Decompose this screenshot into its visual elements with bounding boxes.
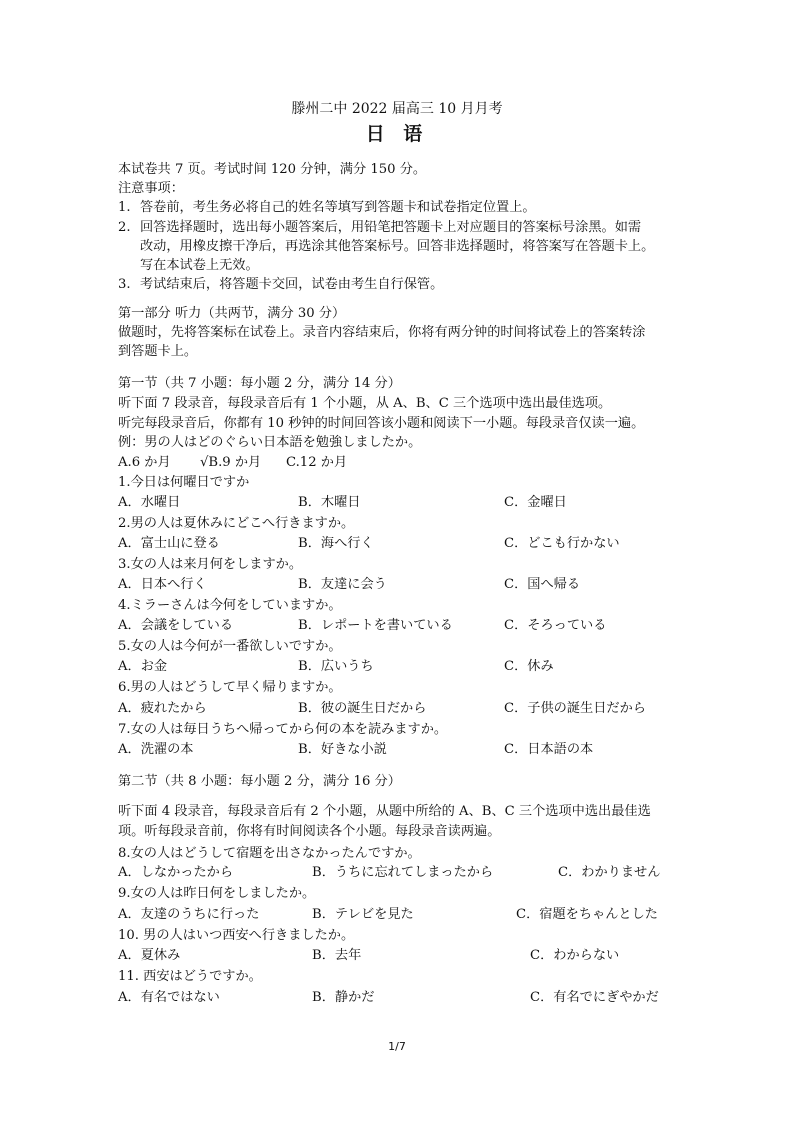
option-a: A．疲れたから (118, 701, 207, 716)
question-10: 10. 男の人はいつ西安へ行きましたか。 (118, 928, 355, 943)
part1-desc: 做题时，先将答案标在试卷上。录音内容结束后，你将有两分钟的时间将试卷上的答案转涂 (118, 325, 646, 340)
option-c: C．子供の誕生日だから (504, 701, 646, 716)
note-2-continued: 写在本试卷上无效。 (140, 258, 259, 273)
option-b: B．去年 (312, 948, 362, 963)
question-9: 9.女の人は昨日何をしましたか。 (118, 886, 316, 901)
note-number: 1. (118, 200, 131, 215)
note-1 (118, 198, 536, 218)
exam-title: 滕州二中 2022 届高三 10 月月考 (291, 101, 503, 117)
note-text: 回答选择题时，选出每小题答案后，用铅笔把答题卡上对应题目的答案标号涂黑。如需 (140, 220, 642, 235)
question-8: 8.女の人はどうして宿題を出さなかったんですか。 (118, 846, 421, 861)
question-5: 5.女の人は今何が一番欲しいですか。 (118, 639, 342, 654)
question-1: 1.今日は何曜日ですか (118, 475, 250, 490)
note-3 (118, 275, 443, 295)
option-c: C．わからない (530, 948, 620, 963)
notice-heading: 注意事项： (118, 181, 184, 196)
note-text: 考试结束后，将答题卡交回，试卷由考生自行保管。 (140, 277, 444, 292)
question-4: 4.ミラーさんは今何をしていますか。 (118, 598, 342, 613)
option-c: C．どこも行かない (504, 536, 620, 551)
option-b: B．木曜日 (298, 495, 361, 510)
note-number: 2. (118, 220, 131, 235)
part1-desc: 到答题卡上。 (118, 344, 198, 359)
example-option-a: A.6 か月 (118, 455, 171, 470)
subject-title: 日 语 (365, 123, 429, 145)
option-b: B．うちに忘れてしまったから (312, 865, 494, 880)
option-a: A．洗濯の本 (118, 742, 194, 757)
option-a: A．日本へ行く (118, 577, 207, 592)
section1-heading: 第一节（共 7 小题：每小题 2 分，满分 14 分） (118, 376, 401, 391)
option-c: C．日本語の本 (504, 742, 594, 757)
option-b: B．好きな小説 (298, 742, 387, 757)
option-c: C．そろっている (504, 618, 607, 633)
question-2: 2.男の人は夏休みにどこへ行きますか。 (118, 516, 355, 531)
option-a: A．しなかったから (118, 865, 234, 880)
option-c: C．有名でにぎやかだ (530, 990, 659, 1005)
option-a: A．お金 (118, 659, 168, 674)
note-number: 3. (118, 277, 131, 292)
option-b: B．静かだ (312, 990, 375, 1005)
option-a: A．水曜日 (118, 495, 181, 510)
option-a: A．夏休み (118, 948, 181, 963)
section2-desc: 听下面 4 段录音，每段录音后有 2 个小题，从题中所给的 A、B、C 三个选项中选出最佳选 (118, 804, 651, 819)
section1-desc: 听下面 7 段录音，每段录音后有 1 个小题，从 A、B、C 三个选项中选出最佳选项。 (118, 396, 612, 411)
option-b: B．広いうち (298, 659, 374, 674)
option-c: C．わかりません (558, 865, 661, 880)
note-2-continued: 改动，用橡皮擦干净后，再选涂其他答案标号。回答非选择题时，将答案写在答题卡上。 (140, 239, 655, 254)
question-3: 3.女の人は来月何をしますか。 (118, 557, 303, 572)
option-b: B．彼の誕生日だから (298, 701, 427, 716)
section2-heading: 第二节（共 8 小题：每小题 2 分，满分 16 分） (118, 774, 401, 789)
option-b: B．海へ行く (298, 536, 374, 551)
example-option-b: √B.9 か月 (200, 455, 262, 470)
question-6: 6.男の人はどうして早く帰りますか。 (118, 680, 342, 695)
section2-desc: 项。听每段录音前，你将有时间阅读各个小题。每段录音读两遍。 (118, 824, 501, 839)
intro-line: 本试卷共 7 页。考试时间 120 分钟，满分 150 分。 (118, 162, 427, 177)
part1-heading: 第一部分 听力（共两节，满分 30 分） (118, 306, 346, 321)
question-7: 7.女の人は毎日うちへ帰ってから何の本を読みますか。 (118, 722, 448, 737)
page-number: 1/7 (388, 1040, 406, 1053)
option-b: B．テレビを見た (312, 907, 414, 922)
option-a: A．会議をしている (118, 618, 234, 633)
option-a: A．富士山に登る (118, 536, 220, 551)
note-2 (118, 218, 641, 238)
note-text: 答卷前，考生务必将自己的姓名等填写到答题卡和试卷指定位置上。 (140, 200, 536, 215)
option-c: C．国へ帰る (504, 577, 581, 592)
option-b: B．友達に会う (298, 577, 387, 592)
question-11: 11. 西安はどうですか。 (118, 969, 262, 984)
option-a: A．有名ではない (118, 990, 220, 1005)
option-c: C．宿題をちゃんとした (516, 907, 658, 922)
example-question: 例：男の人はどのぐらい日本語を勉強しましたか。 (118, 435, 422, 450)
example-option-c: C.12 か月 (286, 455, 348, 470)
option-c: C．休み (504, 659, 554, 674)
option-c: C．金曜日 (504, 495, 567, 510)
section1-desc: 听完每段录音后，你都有 10 秒钟的时间回答该小题和阅读下一小题。每段录音仅读一遍。 (118, 416, 645, 431)
option-a: A．友達のうちに行った (118, 907, 260, 922)
option-b: B．レポートを書いている (298, 618, 453, 633)
